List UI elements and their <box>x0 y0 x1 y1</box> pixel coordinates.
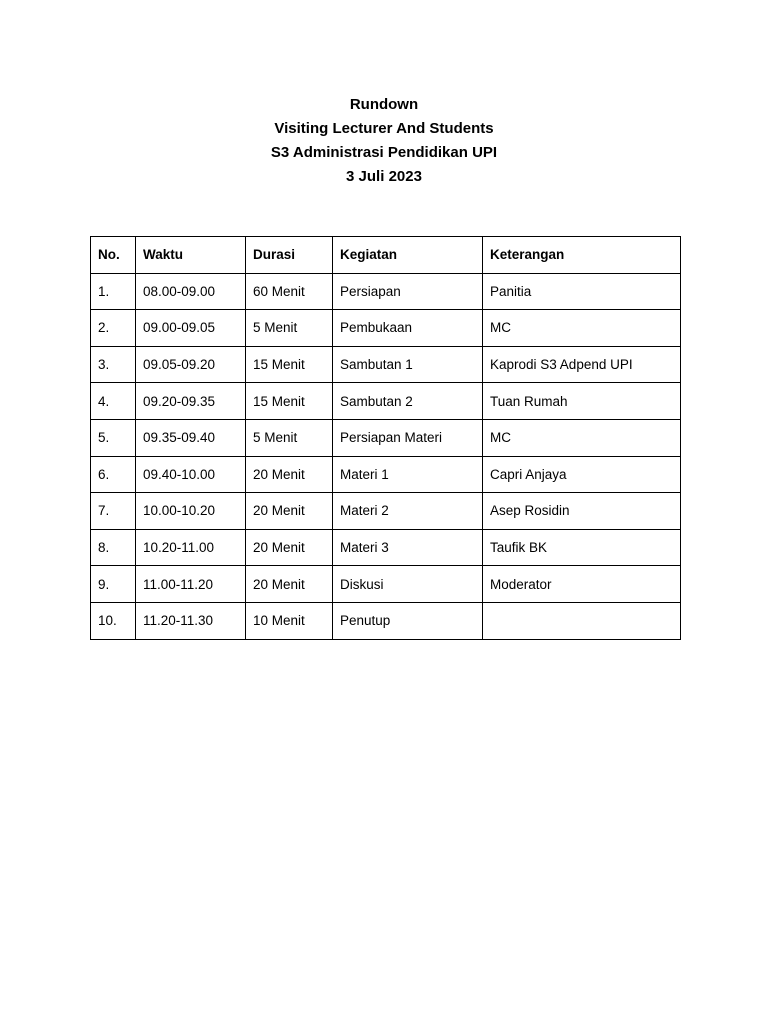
cell-keterangan <box>483 602 681 639</box>
rundown-table <box>90 236 681 640</box>
cell-waktu: 09.20-09.35 <box>136 383 246 420</box>
cell-waktu: 09.40-10.00 <box>136 456 246 493</box>
document-header <box>0 93 768 189</box>
cell-no: 4. <box>91 383 136 420</box>
cell-durasi: 5 Menit <box>246 310 333 347</box>
cell-kegiatan: Materi 1 <box>333 456 483 493</box>
cell-waktu: 11.20-11.30 <box>136 602 246 639</box>
cell-durasi: 20 Menit <box>246 529 333 566</box>
cell-durasi: 60 Menit <box>246 273 333 310</box>
cell-kegiatan: Diskusi <box>333 566 483 603</box>
table-row <box>91 493 681 530</box>
table-header-row <box>91 237 681 274</box>
cell-no: 7. <box>91 493 136 530</box>
cell-keterangan: Kaprodi S3 Adpend UPI <box>483 346 681 383</box>
cell-keterangan: MC <box>483 310 681 347</box>
table-row <box>91 566 681 603</box>
cell-durasi: 5 Menit <box>246 419 333 456</box>
cell-durasi: 20 Menit <box>246 566 333 603</box>
cell-waktu: 09.05-09.20 <box>136 346 246 383</box>
program-name: S3 Administrasi Pendidikan UPI <box>270 144 498 161</box>
cell-no: 9. <box>91 566 136 603</box>
cell-keterangan: MC <box>483 419 681 456</box>
cell-kegiatan: Pembukaan <box>333 310 483 347</box>
cell-durasi: 10 Menit <box>246 602 333 639</box>
cell-keterangan: Asep Rosidin <box>483 493 681 530</box>
cell-no: 10. <box>91 602 136 639</box>
table-row <box>91 346 681 383</box>
table-row <box>91 456 681 493</box>
cell-kegiatan: Materi 3 <box>333 529 483 566</box>
cell-kegiatan: Persiapan <box>333 273 483 310</box>
table-row <box>91 529 681 566</box>
table-row <box>91 419 681 456</box>
cell-waktu: 10.20-11.00 <box>136 529 246 566</box>
document-title: Rundown <box>349 96 419 113</box>
table-row <box>91 273 681 310</box>
cell-no: 2. <box>91 310 136 347</box>
column-header-kegiatan: Kegiatan <box>333 237 483 274</box>
table-row <box>91 310 681 347</box>
cell-durasi: 20 Menit <box>246 456 333 493</box>
cell-waktu: 11.00-11.20 <box>136 566 246 603</box>
column-header-keterangan: Keterangan <box>483 237 681 274</box>
cell-waktu: 10.00-10.20 <box>136 493 246 530</box>
event-date: 3 Juli 2023 <box>346 168 422 185</box>
cell-keterangan: Taufik BK <box>483 529 681 566</box>
cell-kegiatan: Penutup <box>333 602 483 639</box>
column-header-waktu: Waktu <box>136 237 246 274</box>
cell-no: 1. <box>91 273 136 310</box>
column-header-no: No. <box>91 237 136 274</box>
cell-no: 5. <box>91 419 136 456</box>
column-header-durasi: Durasi <box>246 237 333 274</box>
cell-no: 6. <box>91 456 136 493</box>
cell-waktu: 08.00-09.00 <box>136 273 246 310</box>
cell-waktu: 09.35-09.40 <box>136 419 246 456</box>
event-name: Visiting Lecturer And Students <box>274 120 494 137</box>
cell-keterangan: Tuan Rumah <box>483 383 681 420</box>
cell-keterangan: Moderator <box>483 566 681 603</box>
cell-keterangan: Panitia <box>483 273 681 310</box>
cell-keterangan: Capri Anjaya <box>483 456 681 493</box>
cell-kegiatan: Sambutan 1 <box>333 346 483 383</box>
cell-durasi: 15 Menit <box>246 346 333 383</box>
table-row <box>91 602 681 639</box>
cell-kegiatan: Persiapan Materi <box>333 419 483 456</box>
cell-waktu: 09.00-09.05 <box>136 310 246 347</box>
table-row <box>91 383 681 420</box>
cell-no: 3. <box>91 346 136 383</box>
cell-kegiatan: Sambutan 2 <box>333 383 483 420</box>
cell-durasi: 20 Menit <box>246 493 333 530</box>
cell-durasi: 15 Menit <box>246 383 333 420</box>
cell-no: 8. <box>91 529 136 566</box>
cell-kegiatan: Materi 2 <box>333 493 483 530</box>
